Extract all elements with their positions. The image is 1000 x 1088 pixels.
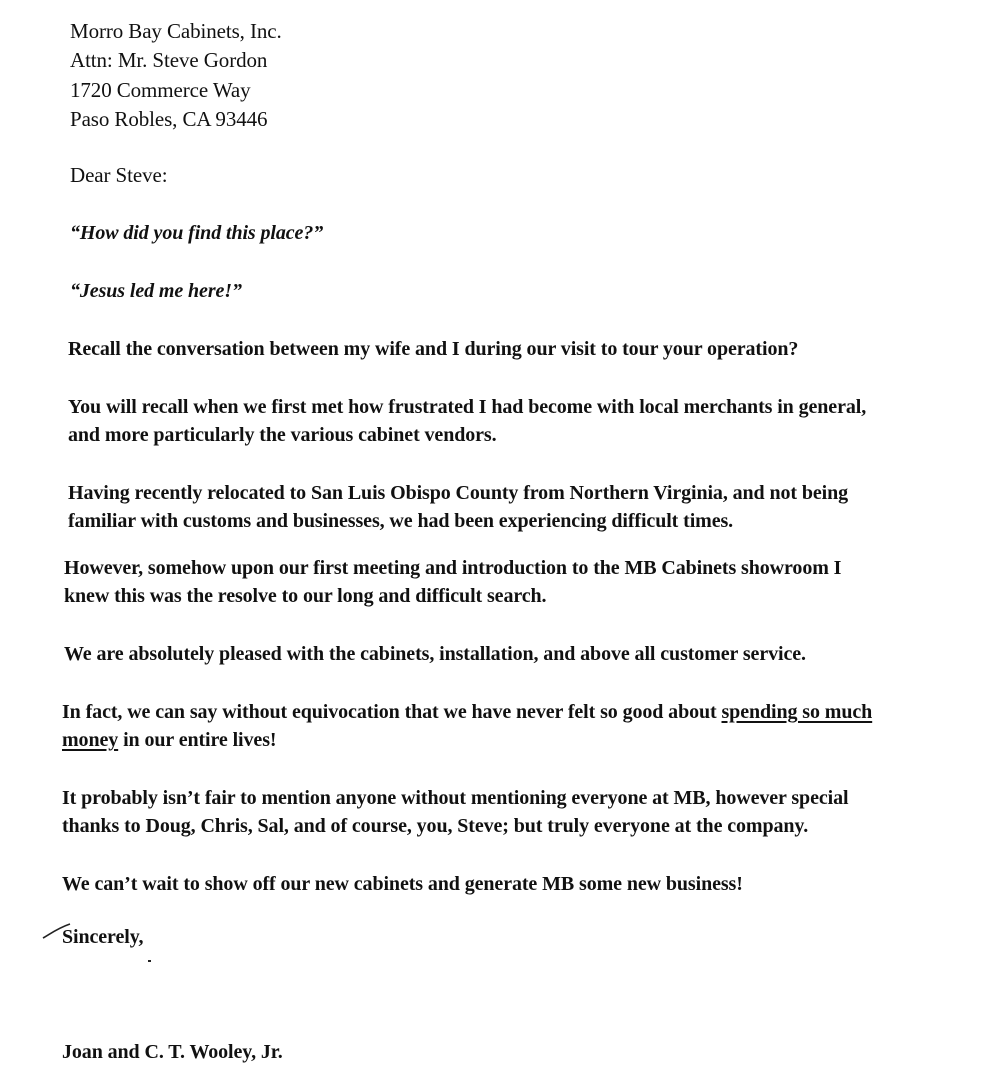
paragraph-however-line-1: However, somehow upon our first meeting and introduction to the MB Cabinets showroom I bbox=[64, 557, 842, 579]
underlined-money: money bbox=[62, 729, 119, 751]
paragraph-thanks-line-1: It probably isn’t fair to mention anyone without mentioning everyone at MB, however special bbox=[62, 787, 849, 809]
paragraph-frustrated-line-1: You will recall when we first met how frustrated I had become with local merchants in general, bbox=[68, 396, 867, 418]
paragraph-frustrated-line-2: and more particularly the various cabinet vendors. bbox=[68, 424, 497, 446]
paragraph-relocated-line-1: Having recently relocated to San Luis Obispo County from Northern Virginia, and not being bbox=[68, 482, 849, 504]
paragraph-however-line-2: knew this was the resolve to our long and difficult search. bbox=[64, 585, 547, 607]
quote-question: “How did you find this place?” bbox=[70, 222, 324, 244]
recipient-city: Paso Robles, CA 93446 bbox=[70, 107, 268, 131]
paragraph-cant-wait: We can’t wait to show off our new cabinets and generate MB some new business! bbox=[62, 873, 743, 895]
recipient-attn: Attn: Mr. Steve Gordon bbox=[70, 48, 268, 72]
recipient-street: 1720 Commerce Way bbox=[70, 78, 251, 102]
paragraph-in-fact-line-2 bbox=[62, 726, 276, 754]
paragraph-pleased: We are absolutely pleased with the cabinets, installation, and above all customer service. bbox=[64, 643, 806, 665]
stray-mark bbox=[148, 960, 151, 962]
in-fact-end-text: in our entire lives! bbox=[118, 729, 277, 751]
paragraph-in-fact-line-1 bbox=[62, 698, 872, 726]
underlined-spending-so-much: spending so much bbox=[721, 701, 873, 723]
signature-name: Joan and C. T. Wooley, Jr. bbox=[62, 1041, 283, 1063]
recipient-company: Morro Bay Cabinets, Inc. bbox=[70, 19, 282, 43]
quote-answer: “Jesus led me here!” bbox=[70, 280, 242, 302]
paragraph-relocated-line-2: familiar with customs and businesses, we had been experiencing difficult times. bbox=[68, 510, 734, 532]
salutation: Dear Steve: bbox=[70, 163, 168, 187]
paragraph-thanks-line-2: thanks to Doug, Chris, Sal, and of course, you, Steve; but truly everyone at the company. bbox=[62, 815, 809, 837]
closing-sincerely: Sincerely, bbox=[62, 926, 144, 948]
paragraph-recall: Recall the conversation between my wife and I during our visit to tour your operation? bbox=[68, 338, 799, 360]
in-fact-text: In fact, we can say without equivocation that we have never felt so good about bbox=[62, 701, 722, 723]
